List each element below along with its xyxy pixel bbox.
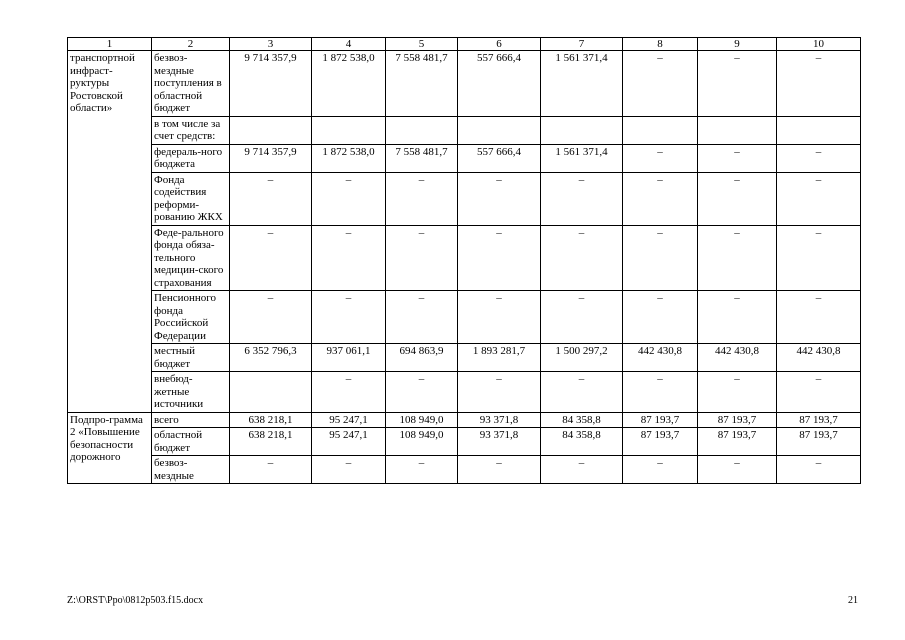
table-row <box>68 291 861 344</box>
value-cell: 638 218,1 <box>230 412 312 428</box>
header-cell: 8 <box>623 38 698 51</box>
value-cell: 442 430,8 <box>623 344 698 372</box>
value-cell: – <box>777 291 861 344</box>
value-cell <box>623 116 698 144</box>
footer-page-number: 21 <box>848 595 858 606</box>
value-cell <box>230 372 312 413</box>
header-cell: 3 <box>230 38 312 51</box>
value-cell: 442 430,8 <box>698 344 777 372</box>
program-name-cell: Подпро-грамма 2 «Повышение безопасности дорожного <box>68 412 152 484</box>
header-cell: 4 <box>312 38 386 51</box>
value-cell: – <box>777 144 861 172</box>
value-cell: – <box>623 144 698 172</box>
value-cell <box>777 116 861 144</box>
source-label-cell: безвоз-мездные поступления в областной бюджет <box>152 51 230 117</box>
value-cell: – <box>623 372 698 413</box>
value-cell: – <box>386 225 458 291</box>
value-cell: – <box>458 291 541 344</box>
value-cell: – <box>230 291 312 344</box>
value-cell: – <box>386 456 458 484</box>
value-cell: – <box>541 225 623 291</box>
value-cell: 93 371,8 <box>458 412 541 428</box>
source-label-cell: в том числе за счет средств: <box>152 116 230 144</box>
value-cell: 1 872 538,0 <box>312 51 386 117</box>
header-cell: 1 <box>68 38 152 51</box>
value-cell: 87 193,7 <box>698 412 777 428</box>
header-cell: 10 <box>777 38 861 51</box>
value-cell: 93 371,8 <box>458 428 541 456</box>
table-row <box>68 372 861 413</box>
value-cell: 87 193,7 <box>623 428 698 456</box>
value-cell: 95 247,1 <box>312 412 386 428</box>
header-cell: 9 <box>698 38 777 51</box>
value-cell: – <box>698 172 777 225</box>
value-cell: – <box>777 51 861 117</box>
value-cell: – <box>541 172 623 225</box>
source-label-cell: местный бюджет <box>152 344 230 372</box>
source-label-cell: областной бюджет <box>152 428 230 456</box>
value-cell: 95 247,1 <box>312 428 386 456</box>
value-cell <box>312 116 386 144</box>
value-cell: 638 218,1 <box>230 428 312 456</box>
value-cell <box>541 116 623 144</box>
value-cell: – <box>777 456 861 484</box>
value-cell: – <box>230 456 312 484</box>
value-cell: 108 949,0 <box>386 428 458 456</box>
value-cell: – <box>458 456 541 484</box>
value-cell: 694 863,9 <box>386 344 458 372</box>
value-cell: – <box>698 456 777 484</box>
source-label-cell: безвоз-мездные <box>152 456 230 484</box>
value-cell: – <box>541 372 623 413</box>
value-cell: – <box>541 456 623 484</box>
value-cell: 557 666,4 <box>458 51 541 117</box>
table-row <box>68 344 861 372</box>
value-cell: 1 500 297,2 <box>541 344 623 372</box>
header-cell: 2 <box>152 38 230 51</box>
value-cell: 7 558 481,7 <box>386 51 458 117</box>
value-cell: – <box>698 372 777 413</box>
source-label-cell: Фонда содействия реформи-рованию ЖКХ <box>152 172 230 225</box>
source-label-cell: всего <box>152 412 230 428</box>
value-cell: – <box>312 291 386 344</box>
value-cell: 1 893 281,7 <box>458 344 541 372</box>
value-cell: 87 193,7 <box>777 412 861 428</box>
value-cell: – <box>623 51 698 117</box>
value-cell: – <box>777 172 861 225</box>
value-cell: 937 061,1 <box>312 344 386 372</box>
value-cell: 87 193,7 <box>698 428 777 456</box>
value-cell: – <box>386 291 458 344</box>
footer-file-path: Z:\ORST\Ppo\0812p503.f15.docx <box>67 595 204 606</box>
source-label-cell: Пенсионного фонда Российской Федерации <box>152 291 230 344</box>
value-cell: – <box>698 51 777 117</box>
value-cell: – <box>541 291 623 344</box>
value-cell: – <box>458 372 541 413</box>
source-label-cell: внебюд-жетные источники <box>152 372 230 413</box>
value-cell: 1 561 371,4 <box>541 144 623 172</box>
header-row <box>68 38 861 51</box>
value-cell: 1 872 538,0 <box>312 144 386 172</box>
value-cell: – <box>623 172 698 225</box>
value-cell: – <box>312 172 386 225</box>
table-row <box>68 144 861 172</box>
value-cell: – <box>458 225 541 291</box>
value-cell: 9 714 357,9 <box>230 51 312 117</box>
header-cell: 6 <box>458 38 541 51</box>
value-cell: – <box>698 144 777 172</box>
value-cell: – <box>230 225 312 291</box>
value-cell: 84 358,8 <box>541 412 623 428</box>
value-cell: – <box>698 225 777 291</box>
value-cell: – <box>777 225 861 291</box>
value-cell: – <box>458 172 541 225</box>
table-row <box>68 428 861 456</box>
table-row <box>68 412 861 428</box>
value-cell: – <box>623 456 698 484</box>
table-row <box>68 172 861 225</box>
value-cell <box>230 116 312 144</box>
value-cell: – <box>386 372 458 413</box>
value-cell: – <box>777 372 861 413</box>
value-cell: 84 358,8 <box>541 428 623 456</box>
value-cell <box>458 116 541 144</box>
budget-table <box>67 37 861 484</box>
value-cell: 9 714 357,9 <box>230 144 312 172</box>
value-cell: 1 561 371,4 <box>541 51 623 117</box>
value-cell <box>698 116 777 144</box>
value-cell: 442 430,8 <box>777 344 861 372</box>
table-row <box>68 116 861 144</box>
source-label-cell: федераль-ного бюджета <box>152 144 230 172</box>
value-cell: – <box>230 172 312 225</box>
value-cell: 557 666,4 <box>458 144 541 172</box>
value-cell: – <box>386 172 458 225</box>
value-cell <box>386 116 458 144</box>
value-cell: – <box>312 225 386 291</box>
value-cell: – <box>312 372 386 413</box>
value-cell: 7 558 481,7 <box>386 144 458 172</box>
value-cell: 6 352 796,3 <box>230 344 312 372</box>
table-row <box>68 225 861 291</box>
source-label-cell: Феде-рального фонда обяза-тельного медицин-ского страхования <box>152 225 230 291</box>
table-row <box>68 456 861 484</box>
value-cell: 87 193,7 <box>777 428 861 456</box>
value-cell: – <box>623 291 698 344</box>
table-row <box>68 51 861 117</box>
value-cell: – <box>698 291 777 344</box>
value-cell: – <box>623 225 698 291</box>
program-name-cell: транспортной инфраст-руктуры Ростовской области» <box>68 51 152 413</box>
value-cell: 108 949,0 <box>386 412 458 428</box>
header-cell: 5 <box>386 38 458 51</box>
header-cell: 7 <box>541 38 623 51</box>
value-cell: 87 193,7 <box>623 412 698 428</box>
value-cell: – <box>312 456 386 484</box>
